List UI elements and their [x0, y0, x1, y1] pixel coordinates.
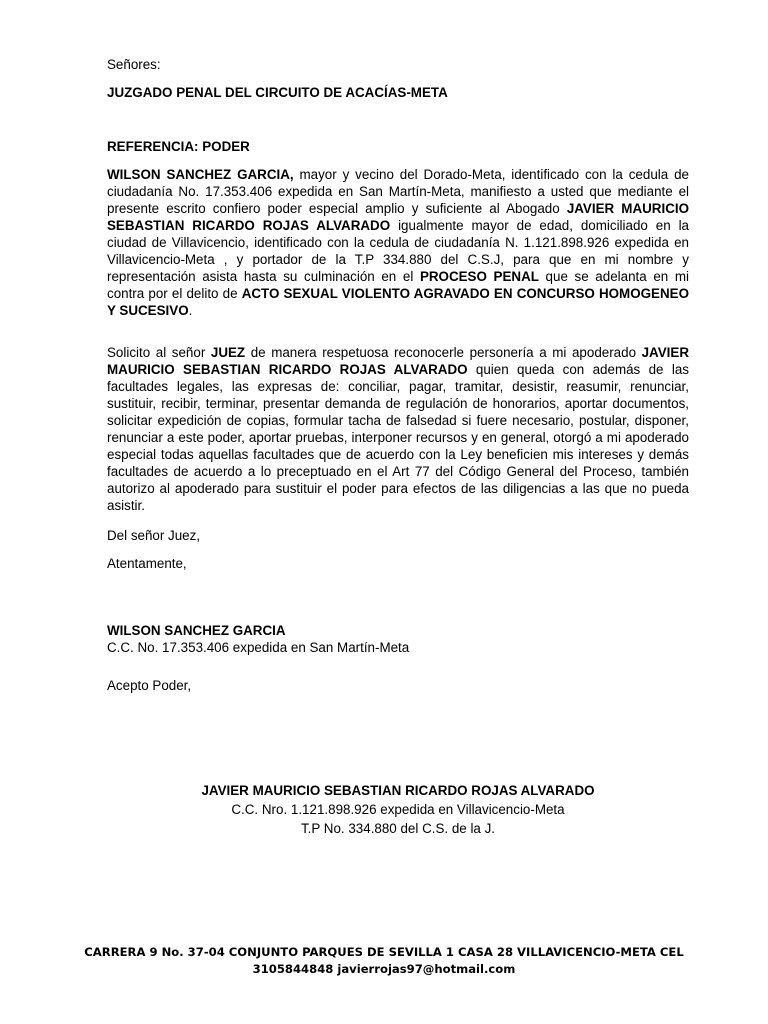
- signer-id: C.C. No. 17.353.406 expedida en San Martín-Meta: [107, 640, 410, 655]
- closing-judge: Del señor Juez,: [107, 528, 201, 543]
- grant-paragraph: [107, 166, 689, 319]
- document-body: [107, 56, 689, 837]
- request-paragraph: [107, 344, 689, 514]
- grantor-name: WILSON SANCHEZ GARCIA,: [107, 167, 294, 182]
- request-text-2: de manera respetuosa reconocerle personería a mi apoderado: [245, 345, 642, 360]
- grant-text-4: .: [188, 303, 193, 318]
- grant-text-1: mayor y vecino del Dorado-Meta, identificado con la cedula de ciudadanía No. 17.353.406 expedida en San Martín-Meta, manifiesto a usted que mediante el presente escrito confiero poder especial amplio y suficiente al Abogado: [107, 167, 689, 216]
- closing-regards: Atentamente,: [107, 556, 187, 571]
- grant-text-3: que se adelanta en mi contra por el delito de: [107, 269, 689, 301]
- attorney-signature-id: C.C. Nro. 1.121.898.926 expedida en Villavicencio-Meta: [231, 802, 565, 817]
- crime-description: ACTO SEXUAL VIOLENTO AGRAVADO EN CONCURSO HOMOGENEO Y SUCESIVO: [107, 286, 689, 318]
- attorney-signature-name: JAVIER MAURICIO SEBASTIAN RICARDO ROJAS ALVARADO: [201, 783, 595, 798]
- request-text-1: Solicito al señor: [107, 345, 211, 360]
- court-name: JUZGADO PENAL DEL CIRCUITO DE ACACÍAS-META: [107, 85, 448, 100]
- attorney-signature-tp: T.P No. 334.880 del C.S. de la J.: [300, 821, 496, 836]
- attorney-name: JAVIER MAURICIO SEBASTIAN RICARDO ROJAS ALVARADO: [107, 201, 690, 233]
- judge-word: JUEZ: [210, 345, 246, 360]
- footer-contact: 3105844848 javierrojas97@hotmail.com: [252, 962, 516, 976]
- request-text-3: quien queda con además de las facultades legales, las expresas de: conciliar, pagar, tramitar, desistir, reasumir, renunciar, sustituir, recibir, terminar, presentar demanda de regulación de honorarios, aportar documentos, solicitar expedición de copias, formular tacha de falsedad si fuere necesario, postular, disponer, renunciar a este poder, aportar pruebas, interponer recursos y en general, otorgó a mi apoderado especial todas aquellas facultades que de acuerdo con la Ley beneficien mis intereses y demás facultades de acuerdo a lo preceptuado en el Art 77 del Código General del Proceso, también autorizo al apoderado para sustituir el poder para efectos de las diligencias a las que no pueda asistir.: [107, 362, 689, 513]
- footer-address: CARRERA 9 No. 37-04 CONJUNTO PARQUES DE SEVILLA 1 CASA 28 VILLAVICENCIO-META CEL: [84, 945, 684, 959]
- attorney-name-2: JAVIER MAURICIO SEBASTIAN RICARDO ROJAS ALVARADO: [107, 345, 689, 377]
- process-type: PROCESO PENAL: [419, 269, 539, 284]
- reference-line: REFERENCIA: PODER: [107, 139, 250, 154]
- accept-power: Acepto Poder,: [107, 678, 192, 693]
- grant-text-2: igualmente mayor de edad, domiciliado en la ciudad de Villavicencio, identificado con la cedula de ciudadanía N. 1.121.898.926 expedida en Villavicencio-Meta , y portador de la T.P 334.880 del C.S.J, para que en mi nombre y representación asista hasta su culminación en el: [107, 218, 689, 284]
- signer-name: WILSON SANCHEZ GARCIA: [107, 623, 286, 638]
- page-footer: [60, 944, 708, 978]
- salutation: Señores:: [107, 57, 161, 72]
